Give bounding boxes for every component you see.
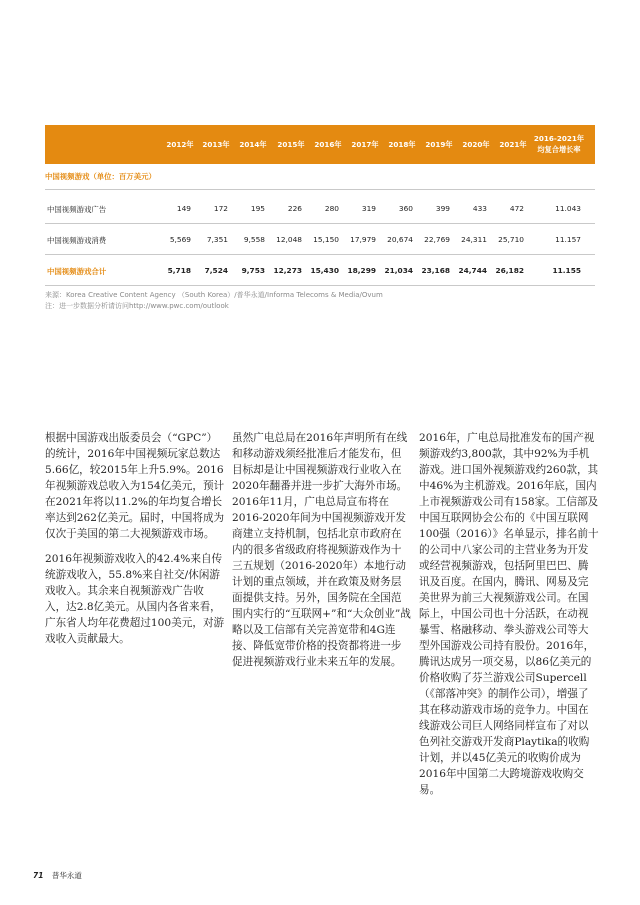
- row-label: 中国视频游戏广告: [47, 205, 107, 214]
- year-header: 2012年: [166, 140, 194, 149]
- year-header: 2020年: [462, 140, 490, 149]
- page-number: 71: [33, 871, 44, 880]
- paragraph: 根据中国游戏出版委员会（“GPC”）的统计，2016年中国视频玩家总数达5.66亿，较2015年上升5.9%。2016年视频游戏总收入为154亿美元，预计在2021年将以11.2%的年均复合增长率达到262亿美元。届时，中国将成为仅次于美国的第二大视频游戏市场。: [45, 432, 225, 540]
- year-header: 2014年: [239, 140, 267, 149]
- table-cell: 5,569: [169, 235, 191, 244]
- year-header: 2013年: [202, 140, 230, 149]
- table-cell: 226: [287, 204, 302, 213]
- table-cell: 9,558: [243, 235, 265, 244]
- table-row: [45, 233, 595, 247]
- paragraph: 2016年，广电总局批准发布的国产视频游戏约3,800款，其中92%为手机游戏。进口国外视频游戏约260款，其中46%为主机游戏。2016年底，国内上市视频游戏公司有158家。工信部及中国互联网协会公布的《中国互联网100强（2016）》名单显示，排名前十的公司中八家公司的主营业务为开发或经营视频游戏，包括阿里巴巴、腾讯及百度。在国内，腾讯、网易及完美世界为前三大视频游戏公司。在国际上，中国公司也十分活跃，在动视暴雪、格融移动、拳头游戏公司等大型外国游戏公司持有股份。2016年，腾讯达成另一项交易，以86亿美元的价格收购了芬兰游戏公司Supercell（《部落冲突》的制作公司），增强了其在移动游戏市场的竞争力。中国在线游戏公司巨人网络同样宣布了对以色列社交游戏开发商Playtika的收购计划，并以45亿美元的收购价成为2016年中国第二大跨境游戏收购交易。: [419, 432, 599, 796]
- divider: [45, 285, 595, 286]
- table-cell: 25,710: [498, 235, 524, 244]
- table-cell: 280: [324, 204, 339, 213]
- row-label: 中国视频游戏消费: [47, 236, 107, 245]
- table-cell: 7,524: [204, 266, 228, 275]
- cagr-header: 2016-2021年 均复合增长率: [533, 134, 585, 154]
- table-cell: 172: [213, 204, 228, 213]
- table-cell: 9,753: [241, 266, 265, 275]
- table-cell: 26,182: [495, 266, 524, 275]
- cagr-cell: 11.043: [555, 204, 581, 213]
- paragraph: 虽然广电总局在2016年声明所有在线和移动游戏须经批准后才能发布，但目标却是让中国视频游戏行业收入在2020年翻番并进一步扩大海外市场。2016年11月，广电总局宣布将在2016-2020年间为中国视频游戏开发商建立支持机制，包括北京市政府在内的很多省级政府将视频游戏作为十三五规划（2016-2020年）本地行动计划的重点领域，并在政策及财务层面提供支持。另外，国务院在全国范围内实行的“互联网+”和“大众创业”战略以及工信部有关完善宽带和4G连接、降低宽带价格的投资都将进一步促进视频游戏行业未来五年的发展。: [232, 432, 411, 668]
- section-title: 中国视频游戏（单位：百万美元）: [45, 172, 156, 181]
- table-cell: 17,979: [350, 235, 376, 244]
- year-header: 2017年: [351, 140, 379, 149]
- year-header: 2016年: [314, 140, 342, 149]
- table-cell: 399: [435, 204, 450, 213]
- table-cell: 149: [176, 204, 191, 213]
- table-cell: 7,351: [206, 235, 228, 244]
- text-column-3: [419, 430, 599, 807]
- table-row-total: [45, 264, 595, 278]
- cagr-cell: 11.157: [555, 235, 581, 244]
- year-header: 2015年: [277, 140, 305, 149]
- year-header: 2018年: [388, 140, 416, 149]
- table-cell: 15,150: [313, 235, 339, 244]
- table-cell: 22,769: [424, 235, 450, 244]
- source-line: 来源：Korea Creative Content Agency （South Korea）/普华永道/Informa Telecoms & Media/Ovum: [45, 291, 383, 299]
- cagr-cell: 11.155: [552, 266, 581, 275]
- table-cell: 18,299: [347, 266, 376, 275]
- table-cell: 195: [250, 204, 265, 213]
- data-table: [45, 125, 595, 276]
- table-cell: 24,744: [458, 266, 487, 275]
- text-column-2: [232, 430, 412, 679]
- divider: [45, 223, 595, 224]
- table-cell: 24,311: [461, 235, 487, 244]
- table-header: [45, 125, 595, 164]
- page-footer: [33, 870, 82, 881]
- table-cell: 21,034: [384, 266, 413, 275]
- source-note: [45, 290, 383, 312]
- table-cell: 5,718: [167, 266, 191, 275]
- table-cell: 472: [509, 204, 524, 213]
- divider: [45, 254, 595, 255]
- table-cell: 12,273: [273, 266, 302, 275]
- table-cell: 319: [361, 204, 376, 213]
- table-cell: 20,674: [387, 235, 413, 244]
- row-label: 中国视频游戏合计: [47, 267, 107, 276]
- paragraph: 2016年视频游戏收入的42.4%来自传统游戏收入，55.8%来自社交/休闲游戏收入。其余来自视频游戏广告收入，达2.8亿美元。从国内各省来看，广东省人均年花费超过100美元，对游戏收入贡献最大。: [45, 553, 225, 645]
- brand-name: 普华永道: [51, 871, 82, 880]
- table-cell: 360: [398, 204, 413, 213]
- year-header: 2019年: [425, 140, 453, 149]
- table-cell: 23,168: [421, 266, 450, 275]
- divider: [45, 189, 595, 190]
- text-column-1: [45, 430, 225, 656]
- table-cell: 433: [472, 204, 487, 213]
- table-cell: 12,048: [276, 235, 302, 244]
- source-link-line: 注：进一步数据分析请访问http://www.pwc.com/outlook: [45, 302, 229, 310]
- table-cell: 15,430: [310, 266, 339, 275]
- year-header: 2021年: [499, 140, 527, 149]
- table-row: [45, 202, 595, 216]
